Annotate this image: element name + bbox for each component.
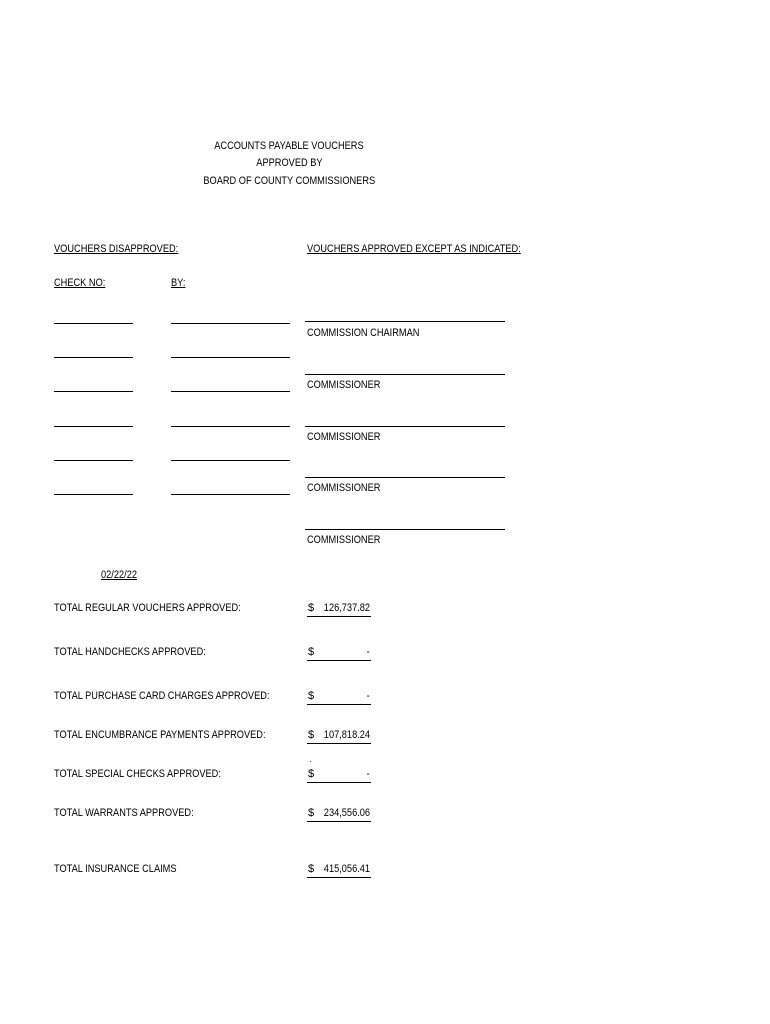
signature-line-commissioner-1[interactable] [305, 374, 505, 375]
total-amount-special-checks [307, 768, 371, 783]
stray-mark [310, 761, 311, 762]
check-no-label: CHECK NO: [54, 277, 106, 289]
total-amount-encumbrance [307, 729, 371, 744]
check-no-line-4[interactable] [54, 426, 133, 427]
header-line-2: APPROVED BY [255, 157, 323, 169]
check-no-line-1[interactable] [54, 323, 133, 324]
currency-symbol: $ [308, 602, 315, 614]
by-line-1[interactable] [171, 323, 290, 324]
by-line-6[interactable] [171, 494, 290, 495]
total-label-insurance-claims: TOTAL INSURANCE CLAIMS [54, 863, 177, 875]
currency-symbol: $ [308, 690, 315, 702]
signature-title-commissioner-2: COMMISSIONER [307, 431, 381, 443]
by-line-4[interactable] [171, 426, 290, 427]
amount-value: 415,056.41 [323, 863, 370, 875]
amount-value: - [366, 646, 370, 658]
total-amount-handchecks [307, 646, 371, 661]
signature-line-commissioner-3[interactable] [305, 477, 505, 478]
currency-symbol: $ [308, 768, 315, 780]
currency-symbol: $ [308, 646, 315, 658]
currency-symbol: $ [308, 863, 315, 875]
signature-title-commissioner-3: COMMISSIONER [307, 482, 381, 494]
total-amount-insurance-claims [307, 863, 371, 878]
total-label-warrants: TOTAL WARRANTS APPROVED: [54, 807, 194, 819]
check-no-line-6[interactable] [54, 494, 133, 495]
amount-value: 234,556.06 [323, 807, 370, 819]
by-label: BY: [171, 277, 186, 289]
amount-value: - [366, 768, 370, 780]
total-label-special-checks: TOTAL SPECIAL CHECKS APPROVED: [54, 768, 221, 780]
header-line-1: ACCOUNTS PAYABLE VOUCHERS [214, 140, 364, 152]
amount-value: 126,737.82 [323, 602, 370, 614]
total-label-encumbrance: TOTAL ENCUMBRANCE PAYMENTS APPROVED: [54, 729, 266, 741]
signature-line-chairman[interactable] [305, 321, 505, 322]
total-amount-regular-vouchers [307, 602, 371, 617]
check-no-line-2[interactable] [54, 357, 133, 358]
vouchers-disapproved-label: VOUCHERS DISAPPROVED: [54, 243, 179, 255]
signature-title-commissioner-4: COMMISSIONER [307, 534, 381, 546]
currency-symbol: $ [308, 729, 315, 741]
check-no-line-3[interactable] [54, 391, 133, 392]
total-label-handchecks: TOTAL HANDCHECKS APPROVED: [54, 646, 206, 658]
signature-title-commissioner-1: COMMISSIONER [307, 379, 381, 391]
check-no-line-5[interactable] [54, 460, 133, 461]
total-amount-purchase-card [307, 690, 371, 705]
signature-line-commissioner-4[interactable] [305, 529, 505, 530]
total-label-purchase-card: TOTAL PURCHASE CARD CHARGES APPROVED: [54, 690, 270, 702]
header-line-3: BOARD OF COUNTY COMMISSIONERS [203, 175, 375, 187]
amount-value: - [366, 690, 370, 702]
by-line-3[interactable] [171, 391, 290, 392]
total-amount-warrants [307, 807, 371, 822]
approval-date: 02/22/22 [101, 569, 137, 581]
amount-value: 107,818.24 [323, 729, 370, 741]
by-line-5[interactable] [171, 460, 290, 461]
vouchers-approved-label: VOUCHERS APPROVED EXCEPT AS INDICATED: [307, 243, 521, 255]
signature-title-chairman: COMMISSION CHAIRMAN [307, 327, 420, 339]
by-line-2[interactable] [171, 357, 290, 358]
total-label-regular-vouchers: TOTAL REGULAR VOUCHERS APPROVED: [54, 602, 241, 614]
signature-line-commissioner-2[interactable] [305, 426, 505, 427]
currency-symbol: $ [308, 807, 315, 819]
